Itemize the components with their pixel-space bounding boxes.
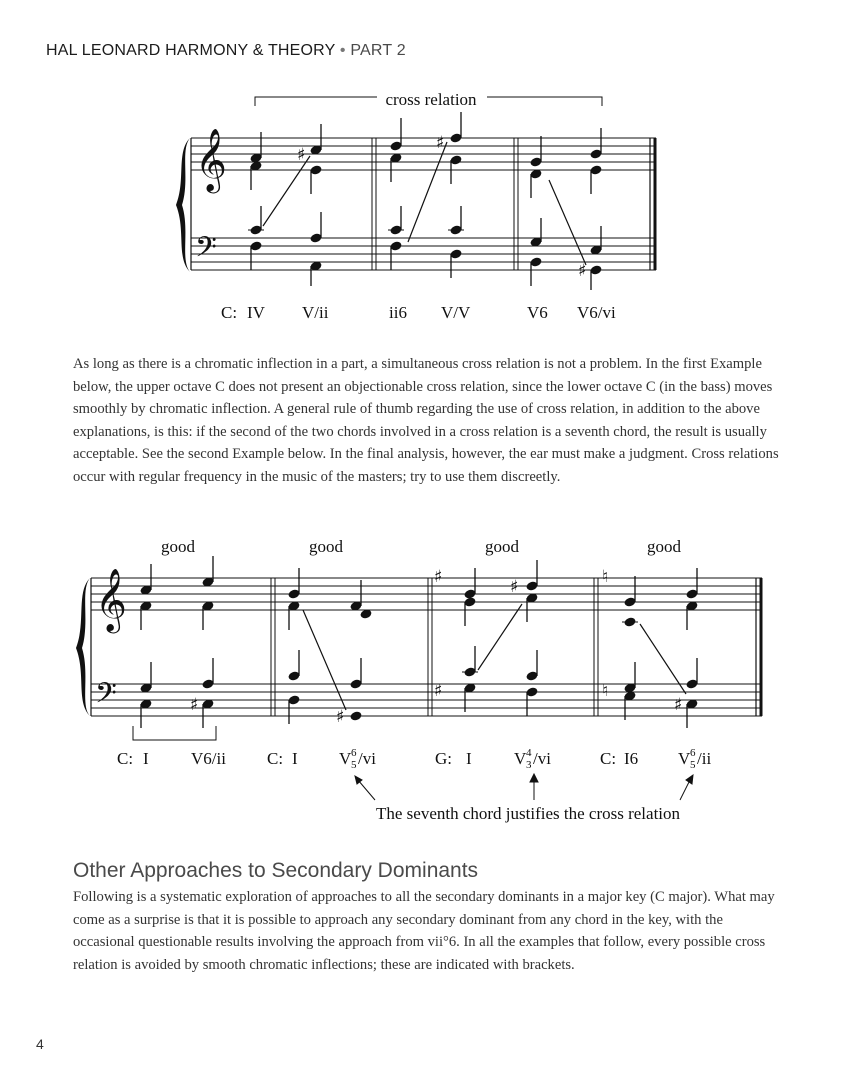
svg-text:5: 5 [690, 759, 696, 771]
svg-text:♯: ♯ [297, 145, 306, 165]
good-label-3: good [485, 537, 519, 556]
section-heading: Other Approaches to Secondary Dominants [73, 859, 479, 882]
svg-text:♯: ♯ [190, 695, 199, 715]
svg-text:C:: C: [600, 749, 617, 768]
svg-text:IV: IV [247, 303, 265, 322]
svg-text:♯: ♯ [434, 681, 443, 701]
svg-text:V: V [678, 749, 691, 768]
svg-text:3: 3 [526, 759, 532, 771]
svg-text:V6/ii: V6/ii [191, 749, 226, 768]
music-example-1 [0, 0, 864, 340]
svg-text:/vi: /vi [358, 749, 376, 768]
svg-text:C:: C: [117, 749, 134, 768]
treble-clef: 𝄞 [195, 128, 227, 191]
barlines-2 [271, 578, 761, 716]
barlines [372, 138, 655, 270]
svg-text:4: 4 [526, 747, 532, 759]
svg-text:/vi: /vi [533, 749, 551, 768]
example2-analysis [117, 747, 711, 771]
bass-clef: 𝄢 [195, 231, 217, 271]
svg-text:I: I [466, 749, 472, 768]
bass-clef-2: 𝄢 [95, 677, 117, 717]
notes-ex2-measure-4 [622, 568, 699, 728]
svg-text:V6/vi: V6/vi [577, 303, 616, 322]
svg-text:C:: C: [267, 749, 284, 768]
svg-text:♮: ♮ [602, 567, 609, 587]
part-label: PART 2 [350, 42, 406, 59]
svg-text:6: 6 [690, 747, 696, 759]
good-label-4: good [647, 537, 681, 556]
cross-relation-bracket [255, 90, 602, 109]
svg-text:♯: ♯ [434, 567, 443, 587]
paragraph-cross-relation: As long as there is a chromatic inflection in a part, a simultaneous cross relation is not a problem. In the first Example below, the upper octave C does not present an objectionable cross relation, since the lower octave C (in the bass) moves smoothly by chromatic inflection. A general rule of thumb regarding the use of cross relation, in addition to the above explanations, is this: if the second of the two chords involved in a cross relation is a seventh chord, the result is usually acceptable. See the second Example below. In the final analysis, however, the ear must make a judgment. Cross relations occur with regular frequency in the music of the masters; try to use them discreetly. [73, 356, 779, 485]
svg-text:I: I [143, 749, 149, 768]
svg-text:6: 6 [351, 747, 357, 759]
notes-measure-3 [529, 128, 602, 290]
grand-staff-brace [176, 138, 190, 272]
notes-ex2-measure-1 [133, 556, 216, 740]
cross-relation-label: cross relation [385, 90, 477, 109]
good-label-2: good [309, 537, 343, 556]
svg-text:I6: I6 [624, 749, 639, 768]
notes-measure-2 [388, 112, 464, 278]
grand-staff-brace-2 [76, 578, 90, 716]
treble-staff-2 [91, 578, 762, 610]
treble-clef-2: 𝄞 [95, 568, 127, 631]
header-separator: • [339, 42, 346, 59]
notes-ex2-measure-2 [287, 568, 372, 727]
svg-text:V: V [339, 749, 352, 768]
svg-text:5: 5 [351, 759, 357, 771]
paragraph-approaches: Following is a systematic exploration of approaches to all the secondary dominants in a major key (C major). What may come as a surprise is that it is possible to approach any secondary dominant from any chord in the key, with the occasional questionable results involving the approach from vii°6. In all the examples that follow, every possible cross relation is avoided by smooth chromatic inflections; these are indicated with brackets. [73, 889, 775, 973]
svg-text:V/ii: V/ii [302, 303, 329, 322]
page-number: 4 [36, 1036, 44, 1052]
svg-text:♯: ♯ [336, 707, 345, 727]
svg-text:V6: V6 [527, 303, 548, 322]
music-example-2 [0, 530, 864, 830]
svg-text:♯: ♯ [578, 261, 587, 281]
svg-text:/ii: /ii [697, 749, 712, 768]
bass-staff [191, 238, 656, 270]
svg-text:♮: ♮ [602, 681, 609, 701]
svg-text:I: I [292, 749, 298, 768]
annotation-arrows [355, 774, 693, 800]
svg-text:♯: ♯ [510, 577, 519, 597]
seventh-chord-annotation: The seventh chord justifies the cross relation [375, 804, 681, 823]
notes-ex2-measure-3 [462, 560, 539, 716]
svg-text:V/V: V/V [441, 303, 471, 322]
svg-text:ii6: ii6 [389, 303, 407, 322]
good-label-1: good [161, 537, 195, 556]
svg-text:♯: ♯ [674, 695, 683, 715]
example1-analysis [221, 303, 616, 322]
svg-text:C:: C: [221, 303, 238, 322]
svg-text:V: V [514, 749, 527, 768]
svg-text:G:: G: [435, 749, 452, 768]
book-title: HAL LEONARD HARMONY & THEORY [46, 42, 336, 59]
svg-text:♯: ♯ [436, 133, 445, 153]
